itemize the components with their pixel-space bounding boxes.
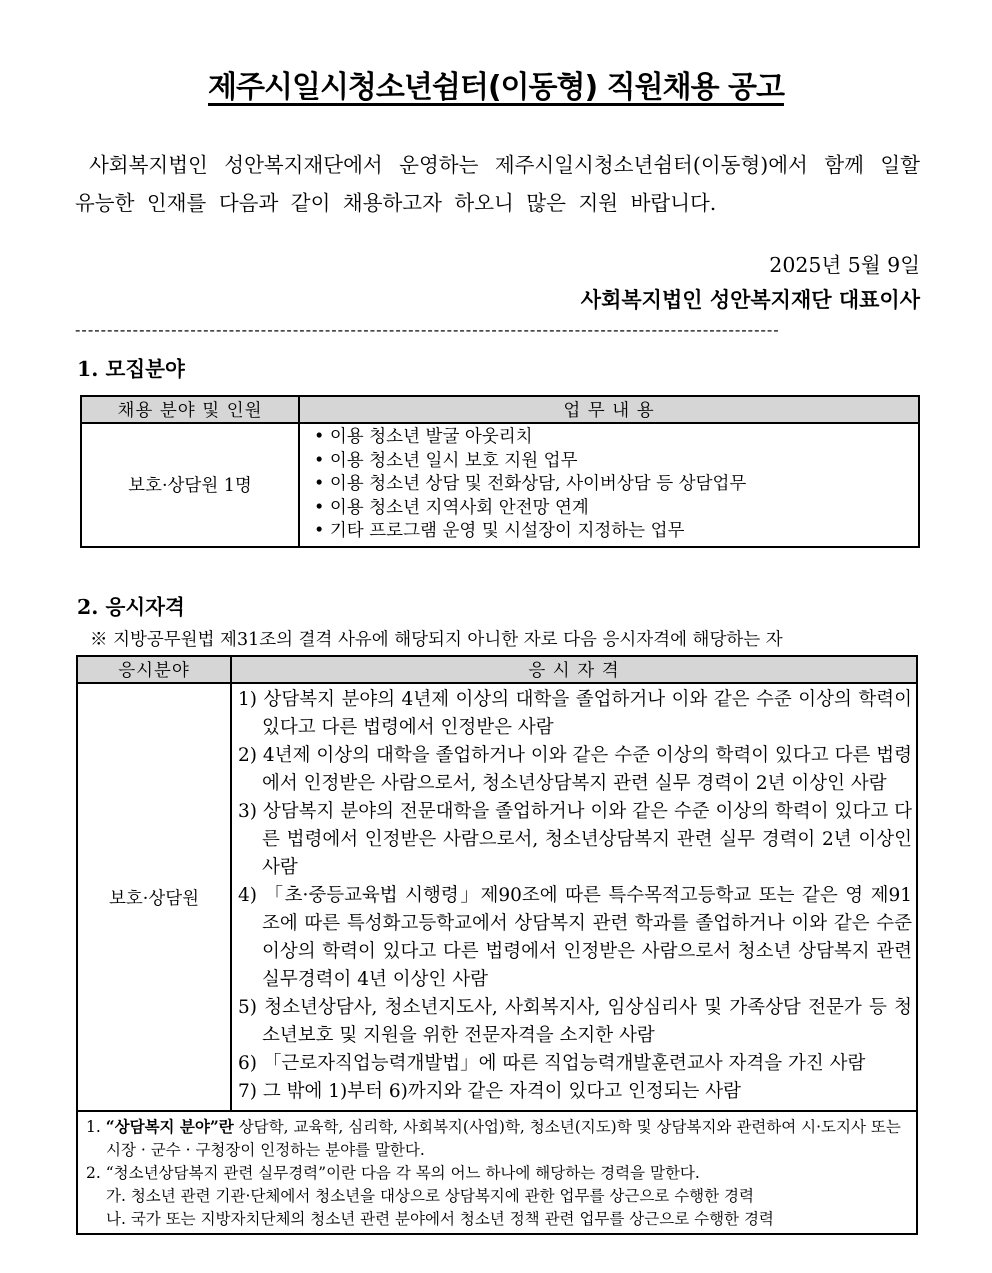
qualification-item: 3) 상담복지 분야의 전문대학을 졸업하거나 이와 같은 수준 이상의 학력이 있다고 다른 법령에서 인정받은 사람으로서, 청소년상담복지 관련 실무 경력이 2년 이상인 사람: [238, 801, 912, 878]
qualification-col-requirements: 응 시 자 격: [231, 656, 917, 683]
duty-item: • 이용 청소년 상담 및 전화상담, 사이버상담 등 상담업무: [314, 473, 918, 497]
section1-heading: 1. 모집분야: [77, 357, 185, 381]
duty-item: • 이용 청소년 발굴 아웃리치: [314, 426, 918, 450]
footnote-2-a: 가. 청소년 관련 기관·단체에서 청소년을 대상으로 상담복지에 관한 업무를 상근으로 수행한 경력: [106, 1187, 755, 1205]
duty-item: • 이용 청소년 지역사회 안전망 연계: [314, 497, 918, 521]
qualification-item: 6) 「근로자직업능력개발법」에 따른 직업능력개발훈련교사 자격을 가진 사람: [238, 1053, 866, 1074]
footnote-2-b: 나. 국가 또는 지방자치단체의 청소년 관련 분야에서 청소년 정책 관련 업무를 상근으로 수행한 경력: [106, 1210, 774, 1228]
footnote-1-term: “상담복지 분야”란: [105, 1117, 234, 1136]
announcement-date: 2025년 5월 9일: [769, 253, 920, 277]
qualification-item: 1) 상담복지 분야의 4년제 이상의 대학을 졸업하거나 이와 같은 수준 이상의 학력이 있다고 다른 법령에서 인정받은 사람: [238, 689, 912, 738]
qualification-item: 5) 청소년상담사, 청소년지도사, 사회복지사, 임상심리사 및 가족상담 전문가 등 청소년보호 및 지원을 위한 전문자격을 소지한 사람: [238, 997, 912, 1046]
footnotes-cell: [77, 1111, 917, 1234]
footnote-1-text: 상담학, 교육학, 심리학, 사회복지(사업)학, 청소년(지도)학 및 상담복지와 관련하여 시·도지사 또는 시장 · 군수 · 구청장이 인정하는 분야를 말한다.: [106, 1118, 901, 1159]
duties-list: [300, 424, 918, 546]
footnotes: [78, 1112, 916, 1233]
duty-item: • 이용 청소년 일시 보호 지원 업무: [314, 450, 918, 474]
intro-paragraph: 사회복지법인 성안복지재단에서 운영하는 제주시일시청소년쉼터(이동형)에서 함께 일할 유능한 인재를 다음과 같이 채용하고자 하오니 많은 지원 바랍니다.: [75, 153, 920, 215]
divider-line: --------------------------------------------------------------------------------------------------------------: [75, 320, 780, 339]
recruitment-position: 보호·상담원 1명: [81, 423, 299, 547]
footnote-1-number: 1.: [86, 1118, 106, 1136]
signer: 사회복지법인 성안복지재단 대표이사: [580, 287, 920, 312]
qualification-item: 4) 「초·중등교육법 시행령」제90조에 따른 특수목적고등학교 또는 같은 영 제91조에 따른 특성화고등학교에서 상담복지 관련 학과를 졸업하거나 이와 같은 수준 이상의 학력이 있다고 다른 법령에서 인정받은 사람으로서 청소년 상담복지 관련 실무경력이 4년 이상인 사람: [238, 885, 912, 990]
duty-item: • 기타 프로그램 운영 및 시설장이 지정하는 업무: [314, 520, 918, 544]
section2-heading: 2. 응시자격: [77, 595, 185, 619]
qualification-position: 보호·상담원: [77, 683, 231, 1111]
qualifications-cell: [231, 683, 917, 1111]
duties-cell: [299, 423, 919, 547]
recruitment-table: [80, 395, 920, 548]
qualifications-list: [232, 684, 916, 1110]
recruitment-col-duties: 업 무 내 용: [299, 396, 919, 423]
footnote-1: [86, 1115, 908, 1162]
qualification-item: 2) 4년제 이상의 대학을 졸업하거나 이와 같은 수준 이상의 학력이 있다고 다른 법령에서 인정받은 사람으로서, 청소년상담복지 관련 실무 경력이 2년 이상인 사람: [238, 745, 912, 794]
qualification-item: 7) 그 밖에 1)부터 6)까지와 같은 자격이 있다고 인정되는 사람: [238, 1081, 742, 1102]
qualification-col-field: 응시분야: [77, 656, 231, 683]
recruitment-col-position: 채용 분야 및 인원: [81, 396, 299, 423]
footnote-2: 2. “청소년상담복지 관련 실무경력”이란 다음 각 목의 어느 하나에 해당하는 경력을 말한다.: [86, 1164, 700, 1182]
qualification-table: [76, 655, 918, 1235]
page-title: 제주시일시청소년쉼터(이동형) 직원채용 공고: [208, 70, 784, 105]
eligibility-note: ※ 지방공무원법 제31조의 결격 사유에 해당되지 아니한 자로 다음 응시자격에 해당하는 자: [90, 630, 783, 650]
